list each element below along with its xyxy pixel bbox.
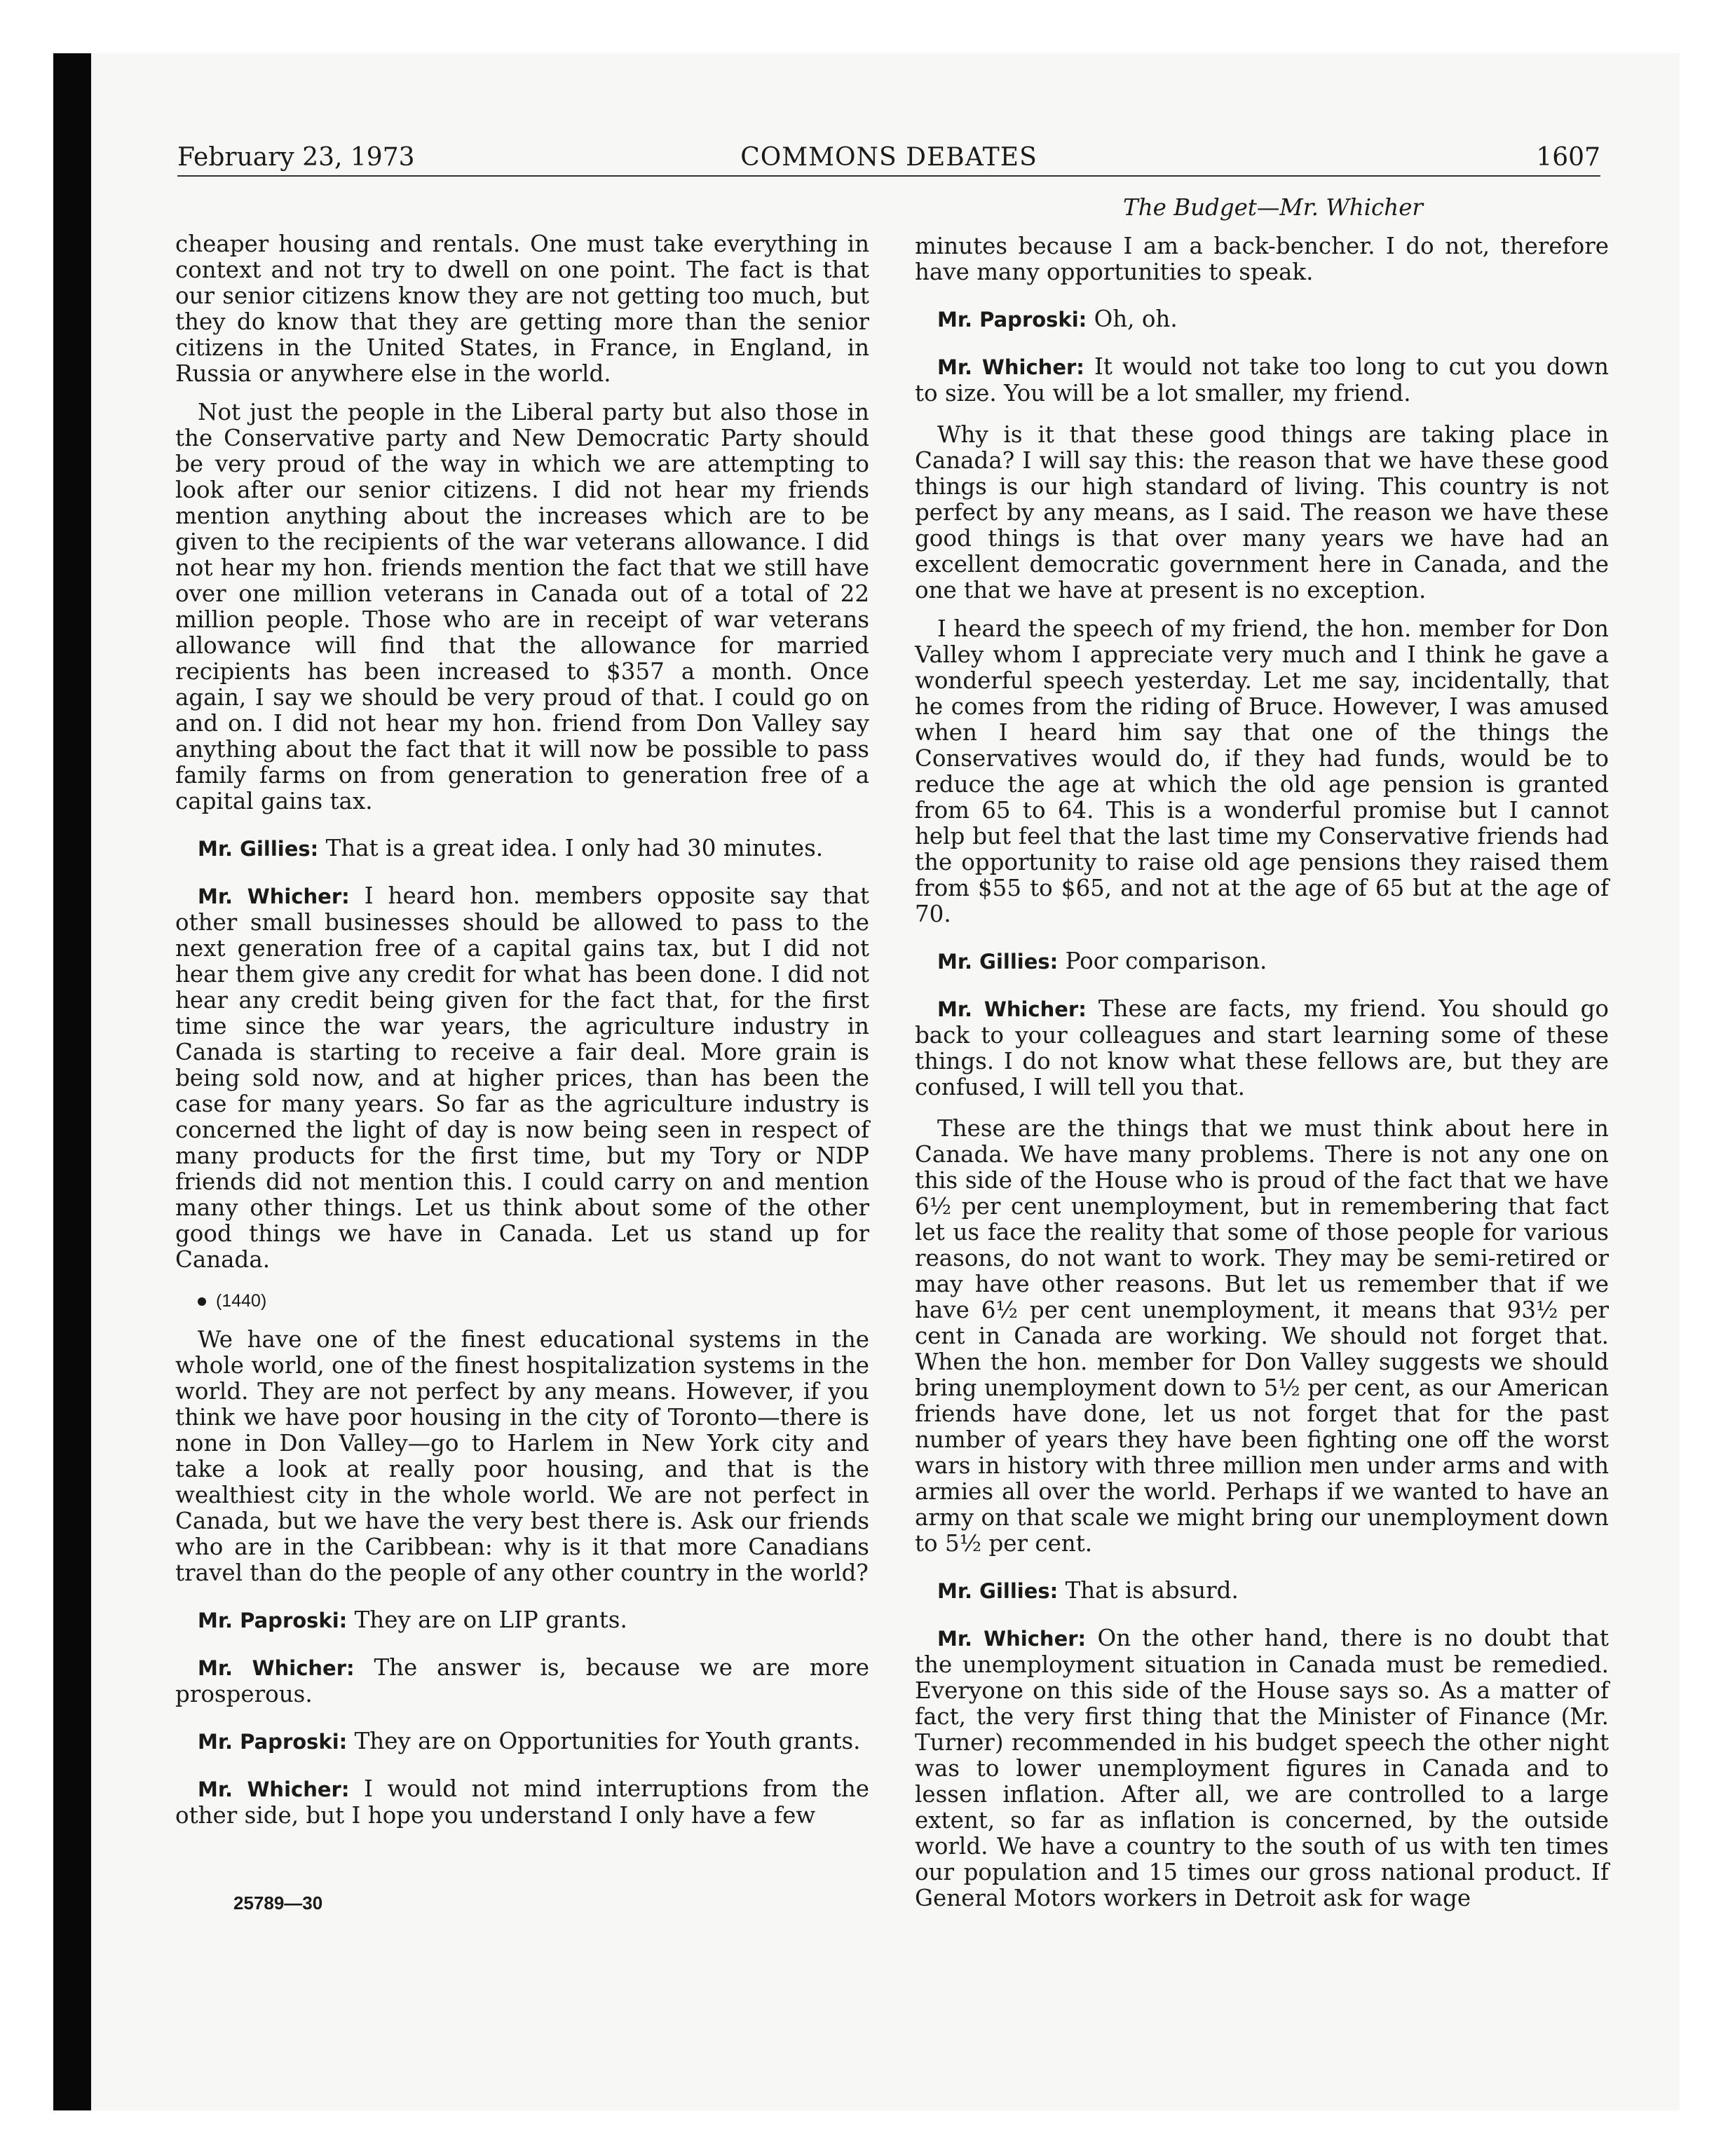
speech-text: Poor comparison. (1065, 948, 1267, 974)
bullet-icon (198, 1297, 206, 1306)
speaker-name: Mr. Whicher: (198, 885, 350, 908)
paragraph: We have one of the finest educational systems in the whole world, one of the finest hospitalization systems in the world. They are not perfect by any means. However, if you think we have poor housing in the city of Toronto—there is none in Don Valley—go to Harlem in New York city and take a look at really poor housing, and that is the wealthiest city in the whole world. We are not perfect in Canada, but we have the very best there is. Ask our friends who are in the Caribbean: why is it that more Canadians travel than do the people of any other country in the world? (175, 1326, 869, 1586)
speaker-name: Mr. Gillies: (937, 1579, 1059, 1603)
speech (915, 1625, 1609, 1911)
speech-text: These are facts, my friend. You should go back to your colleagues and start learning some of these things. I do not know what these fellows are, but they are confused, I will tell you that. (915, 995, 1609, 1100)
speaker-name: Mr. Whicher: (198, 1778, 350, 1801)
speaker-name: Mr. Whicher: (198, 1656, 355, 1680)
speech (175, 1728, 869, 1755)
speech (915, 996, 1609, 1100)
print-code: 25789—30 (233, 1892, 323, 1913)
speaker-name: Mr. Paproski: (198, 1730, 348, 1754)
speech-text: Oh, oh. (1094, 306, 1178, 332)
speaker-name: Mr. Whicher: (937, 355, 1084, 379)
speech-text: I would not mind interruptions from the other side, but I hope you understand I only have a few (175, 1775, 869, 1829)
speech (915, 1578, 1609, 1604)
scan-edge-bar (53, 53, 91, 2110)
speaker-name: Mr. Paproski: (937, 308, 1087, 332)
speech-text: On the other hand, there is no doubt that the unemployment situation in Canada must be remedied. Everyone on this side of the House says so. As a matter of fact, the very first thing that the Minister of Finance (Mr. Turner) recommended in his budget speech the other night was to lower unemployment figures in Canada and to lessen inflation. After all, we are controlled to a large extent, so far as inflation is concerned, by the outside world. We have a country to the south of us with ten times our population and 15 times our gross national product. If General Motors workers in Detroit ask for wage (915, 1625, 1609, 1911)
speech (175, 1655, 869, 1707)
header-title: COMMONS DEBATES (740, 143, 1037, 172)
speech (175, 1776, 869, 1829)
speech (175, 835, 869, 862)
timestamp-text: (1440) (216, 1291, 267, 1311)
speech (915, 354, 1609, 407)
paragraph: These are the things that we must think about here in Canada. We have many problems. There is not any one on this side of the House who is proud of the fact that we have 6½ per cent unemployment, but in remembering that fact let us face the reality that some of those people for various reasons, do not want to work. They may be semi-retired or may have other reasons. But let us remember that if we have 6½ per cent unemployment, it means that 93½ per cent in Canada are working. We should not forget that. When the hon. member for Don Valley suggests we should bring unemployment down to 5½ per cent, as our American friends have done, let us not forget that for the past number of years they have been fighting one off the worst wars in history with three million men under arms and with armies all over the world. Perhaps if we wanted to have an army on that scale we might bring our unemployment down to 5½ per cent. (915, 1115, 1609, 1557)
speaker-name: Mr. Gillies: (198, 837, 319, 861)
speech (175, 883, 869, 1273)
speech (915, 306, 1609, 333)
speech-text: They are on LIP grants. (354, 1606, 627, 1633)
header-date: February 23, 1973 (177, 143, 415, 172)
left-column (175, 231, 869, 1844)
speech (175, 1607, 869, 1634)
paragraph: I heard the speech of my friend, the hon. member for Don Valley whom I appreciate very much and I think he gave a wonderful speech yesterday. Let me say, incidentally, that he comes from the riding of Bruce. However, I was amused when I heard him say that one of the things the Conservatives would do, if they had funds, would be to reduce the age at which the old age pension is granted from 65 to 64. This is a wonderful promise but I cannot help but feel that the last time my Conservative friends had the opportunity to raise old age pensions they raised them from $55 to $65, and not at the age of 65 but at the age of 70. (915, 615, 1609, 927)
speaker-name: Mr. Whicher: (937, 1627, 1087, 1651)
page-header (177, 140, 1600, 177)
speech (915, 948, 1609, 975)
speech-text: It would not take too long to cut you down to size. You will be a lot smaller, my friend. (915, 353, 1609, 407)
paragraph: minutes because I am a back-bencher. I do not, therefore have many opportunities to speak. (915, 233, 1609, 285)
right-column (915, 195, 1609, 1927)
speaker-name: Mr. Whicher: (937, 997, 1087, 1021)
speech-text: They are on Opportunities for Youth grants. (354, 1728, 861, 1754)
running-head: The Budget—Mr. Whicher (1123, 194, 1423, 221)
paragraph: cheaper housing and rentals. One must take everything in context and not try to dwell on one point. The fact is that our senior citizens know they are not getting too much, but they do know that they are getting more than the senior citizens in the United States, in France, in England, in Russia or anywhere else in the world. (175, 231, 869, 387)
speaker-name: Mr. Gillies: (937, 950, 1059, 974)
speech-text: That is absurd. (1065, 1577, 1239, 1604)
speech-text: That is a great idea. I only had 30 minutes. (325, 835, 824, 861)
speech-text: The answer is, because we are more prosperous. (175, 1654, 869, 1707)
page-number: 1607 (1536, 143, 1600, 172)
paragraph: Why is it that these good things are taking place in Canada? I will say this: the reason that we have these good things is our high standard of living. This country is not perfect by any means, as I said. The reason we have these good things is that over many years we have had an excellent democratic government here in Canada, and the one that we have at present is no exception. (915, 421, 1609, 603)
timestamp (175, 1288, 869, 1314)
speech-text: I heard hon. members opposite say that other small businesses should be allowed to pass to the next generation free of a capital gains tax, but I did not hear them give any credit for what has been done. I did not hear any credit being given for the fact that, for the first time since the war years, the agriculture industry in Canada is starting to receive a fair deal. More grain is being sold now, and at higher prices, than has been the case for many years. So far as the agriculture industry is concerned the light of day is now being seen in respect of many products for the first time, but my Tory or NDP friends did not mention this. I could carry on and mention many other things. Let us think about some of the other good things we have in Canada. Let us stand up for Canada. (175, 882, 869, 1273)
speaker-name: Mr. Paproski: (198, 1609, 348, 1632)
paragraph: Not just the people in the Liberal party but also those in the Conservative party and New Democratic Party should be very proud of the way in which we are attempting to look after our senior citizens. I did not hear my friends mention anything about the increases which are to be given to the recipients of the war veterans allowance. I did not hear my hon. friends mention the fact that we still have over one million veterans in Canada out of a total of 22 million people. Those who are in receipt of war veterans allowance will find that the allowance for married recipients has been increased to $357 a month. Once again, I say we should be very proud of that. I could go on and on. I did not hear my hon. friend from Don Valley say anything about the fact that it will now be possible to pass family farms on from generation to generation free of a capital gains tax. (175, 399, 869, 814)
